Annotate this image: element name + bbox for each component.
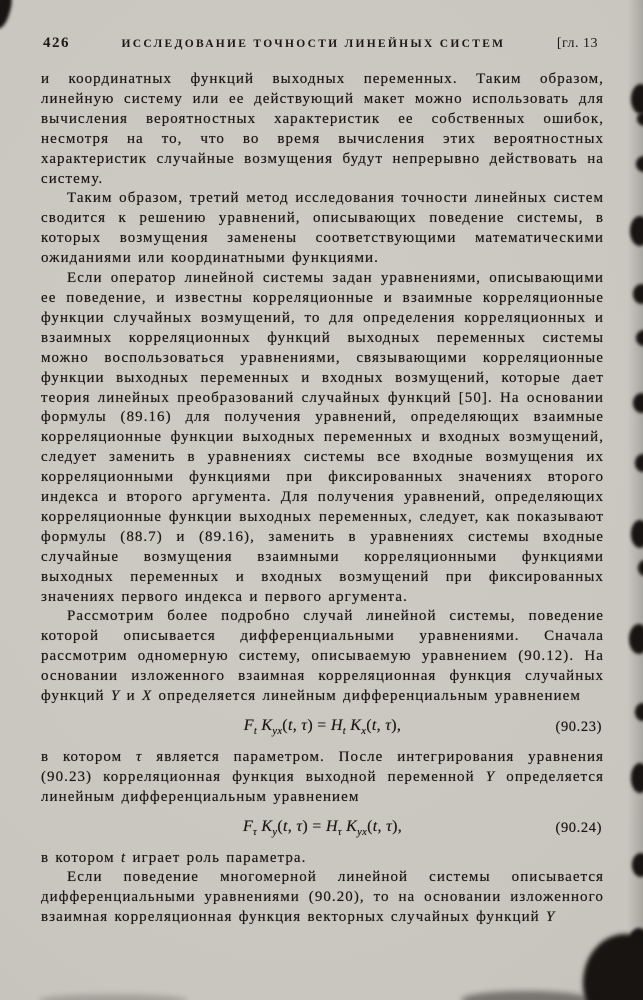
- math-symbol: [243, 717, 258, 738]
- scan-artifact: [633, 393, 643, 413]
- math-symbol: [261, 817, 278, 838]
- math-subscript: yx: [272, 726, 283, 738]
- math-punctuation: (: [282, 717, 288, 734]
- math-variable: K: [261, 717, 273, 734]
- scan-artifact: [636, 156, 643, 172]
- scan-edge-shadow: [627, 0, 643, 1000]
- math-variable: F: [242, 817, 254, 835]
- math-punctuation: ,: [377, 817, 387, 835]
- text-run: в котором: [41, 849, 121, 866]
- math-variable: K: [350, 717, 362, 734]
- math-variable: Y: [485, 768, 496, 785]
- math-subscript: t: [342, 726, 346, 738]
- scan-artifact: [638, 560, 643, 576]
- math-variable: t: [282, 817, 288, 835]
- math-punctuation: ),: [391, 717, 402, 734]
- text-run: и координатных функций выходных переменных. Таким образом, линейную систему или ее действующий макет можно использовать для вычисления вероятностных характеристик ее собственных ошибок, несмотря на то, что во время вычисления этих вероятностных характеристик случайные возмущения будут непрерывно действовать на систему.: [41, 71, 604, 187]
- scan-artifact: [637, 112, 643, 126]
- math-punctuation: ) =: [307, 717, 331, 734]
- scan-artifact: [635, 703, 643, 721]
- display-equation: [41, 716, 604, 737]
- math-variable: τ: [296, 817, 303, 835]
- math-punctuation: (: [367, 817, 373, 835]
- math-variable: Y: [546, 909, 556, 926]
- math-variable: τ: [301, 717, 308, 734]
- math-symbol: [261, 717, 283, 738]
- running-title: ИССЛЕДОВАНИЕ ТОЧНОСТИ ЛИНЕЙНЫХ СИСТЕМ: [121, 38, 506, 50]
- display-equation: [41, 817, 604, 838]
- scan-artifact: [630, 216, 643, 246]
- page-body: [41, 70, 604, 928]
- text-run: является параметром. После интегрирования уравнения (90.23) корреляционная функция выходной переменной: [41, 748, 604, 785]
- page-header: [43, 35, 598, 52]
- math-punctuation: ,: [292, 717, 302, 734]
- math-symbol: [330, 717, 346, 738]
- scan-artifact: [583, 934, 643, 1000]
- page-number: 426: [43, 35, 70, 51]
- paragraph: [41, 189, 604, 269]
- paragraph: [41, 607, 604, 707]
- math-punctuation: ) =: [302, 817, 326, 835]
- paragraph: [41, 868, 604, 928]
- math-variable: t: [287, 717, 293, 734]
- math-punctuation: ,: [376, 717, 386, 734]
- scan-artifact: [631, 763, 643, 793]
- text-run: Рассмотрим более подробно случай линейной системы, поведение которой описывается дифференциальными уравнениями. Сначала рассмотрим одномерную систему, описываемую уравнением (90.12). На основании изложенного взаимная корреляционная функция случайных функций: [41, 608, 604, 705]
- paragraph: [41, 748, 604, 808]
- math-punctuation: ,: [287, 817, 297, 835]
- equation-number: (90.23): [555, 719, 602, 735]
- paragraph: [41, 269, 604, 607]
- equation-body: [243, 817, 402, 837]
- math-variable: τ: [385, 717, 392, 734]
- math-subscript: y: [272, 826, 278, 838]
- math-punctuation: (: [366, 717, 372, 734]
- equation-number: (90.24): [555, 819, 602, 836]
- text-run: и: [120, 688, 142, 705]
- scan-artifact: [636, 330, 643, 346]
- equation-body: [244, 716, 401, 736]
- paragraph: [41, 849, 604, 869]
- text-run: определяется линейным дифференциальным уравнением: [152, 688, 581, 705]
- math-variable: H: [330, 717, 343, 734]
- math-variable: Y: [110, 688, 121, 705]
- math-variable: K: [261, 817, 273, 835]
- text-run: играет роль параметра.: [126, 849, 307, 866]
- math-symbol: [350, 717, 367, 738]
- math-symbol: [325, 817, 342, 838]
- math-punctuation: (: [277, 817, 283, 835]
- scan-artifact: [38, 994, 188, 1000]
- math-variable: t: [371, 717, 377, 734]
- math-variable: H: [325, 817, 338, 835]
- math-symbol: [242, 817, 258, 838]
- math-variable: τ: [386, 817, 393, 835]
- text-run: определяется линейным дифференциальным уравнением: [41, 768, 604, 805]
- scan-artifact: [633, 284, 643, 304]
- math-subscript: t: [253, 726, 258, 738]
- chapter-reference: [гл. 13: [556, 36, 598, 51]
- text-run: в котором: [41, 748, 137, 765]
- text-run: Если оператор линейной системы задан уравнениями, описывающими ее поведение, и известны корреляционные и взаимные корреляционные функции случайных возмущений, то для определения корреляционных и взаимных корреляционных функций выходных переменных системы можно воспользоваться уравнениями, связывающими корреляционные функции выходных переменных и входных возмущений, которые дает теория линейных преобразований случайных функций [50]. На основании формулы (89.16) для получения уравнений, определяющих взаимные корреляционные функции выходных переменных и входных возмущений, следует заменить в уравнениях системы все входные возмущения их корреляционными функциями при фиксированных значениях второго индекса и второго аргумента. Для получения уравнений, определяющих корреляционные функции выходных переменных, следует, как показывают формулы (88.7) и (89.16), заменить в уравнениях системы входные случайные возмущения взаимными корреляционными функциями выходных переменных и входных возмущений при фиксированных значениях первого индекса и первого аргумента.: [41, 270, 604, 605]
- math-variable: τ: [136, 748, 143, 765]
- math-subscript: τ: [253, 826, 258, 838]
- math-variable: X: [142, 688, 153, 705]
- math-variable: K: [346, 817, 358, 835]
- paragraph: [41, 70, 604, 189]
- scan-artifact: [631, 520, 643, 548]
- text-run: Таким образом, третий метод исследования точности линейных систем сводится к решению уравнений, описывающих поведение системы, в которых возмущения заменены соответствующими математическими ожиданиями или координатными функциями.: [41, 190, 604, 267]
- scan-artifact: [632, 853, 643, 877]
- scan-artifact: [629, 624, 643, 654]
- math-variable: t: [120, 849, 127, 866]
- math-variable: F: [243, 717, 254, 734]
- math-subscript: x: [361, 726, 367, 738]
- math-subscript: yx: [357, 826, 368, 838]
- scan-artifact: [461, 991, 591, 1000]
- math-symbol: [346, 817, 368, 838]
- text-run: Если поведение многомерной линейной системы описывается дифференциальными уравнениями (90.20), то на основании изложенного взаимная корреляционная функция векторных случайных функций: [41, 869, 604, 926]
- math-variable: t: [372, 817, 378, 835]
- scan-artifact: [0, 0, 15, 30]
- math-subscript: τ: [337, 826, 342, 838]
- math-punctuation: ),: [392, 817, 403, 835]
- scan-artifact: [635, 454, 643, 472]
- scan-artifact: [631, 84, 643, 114]
